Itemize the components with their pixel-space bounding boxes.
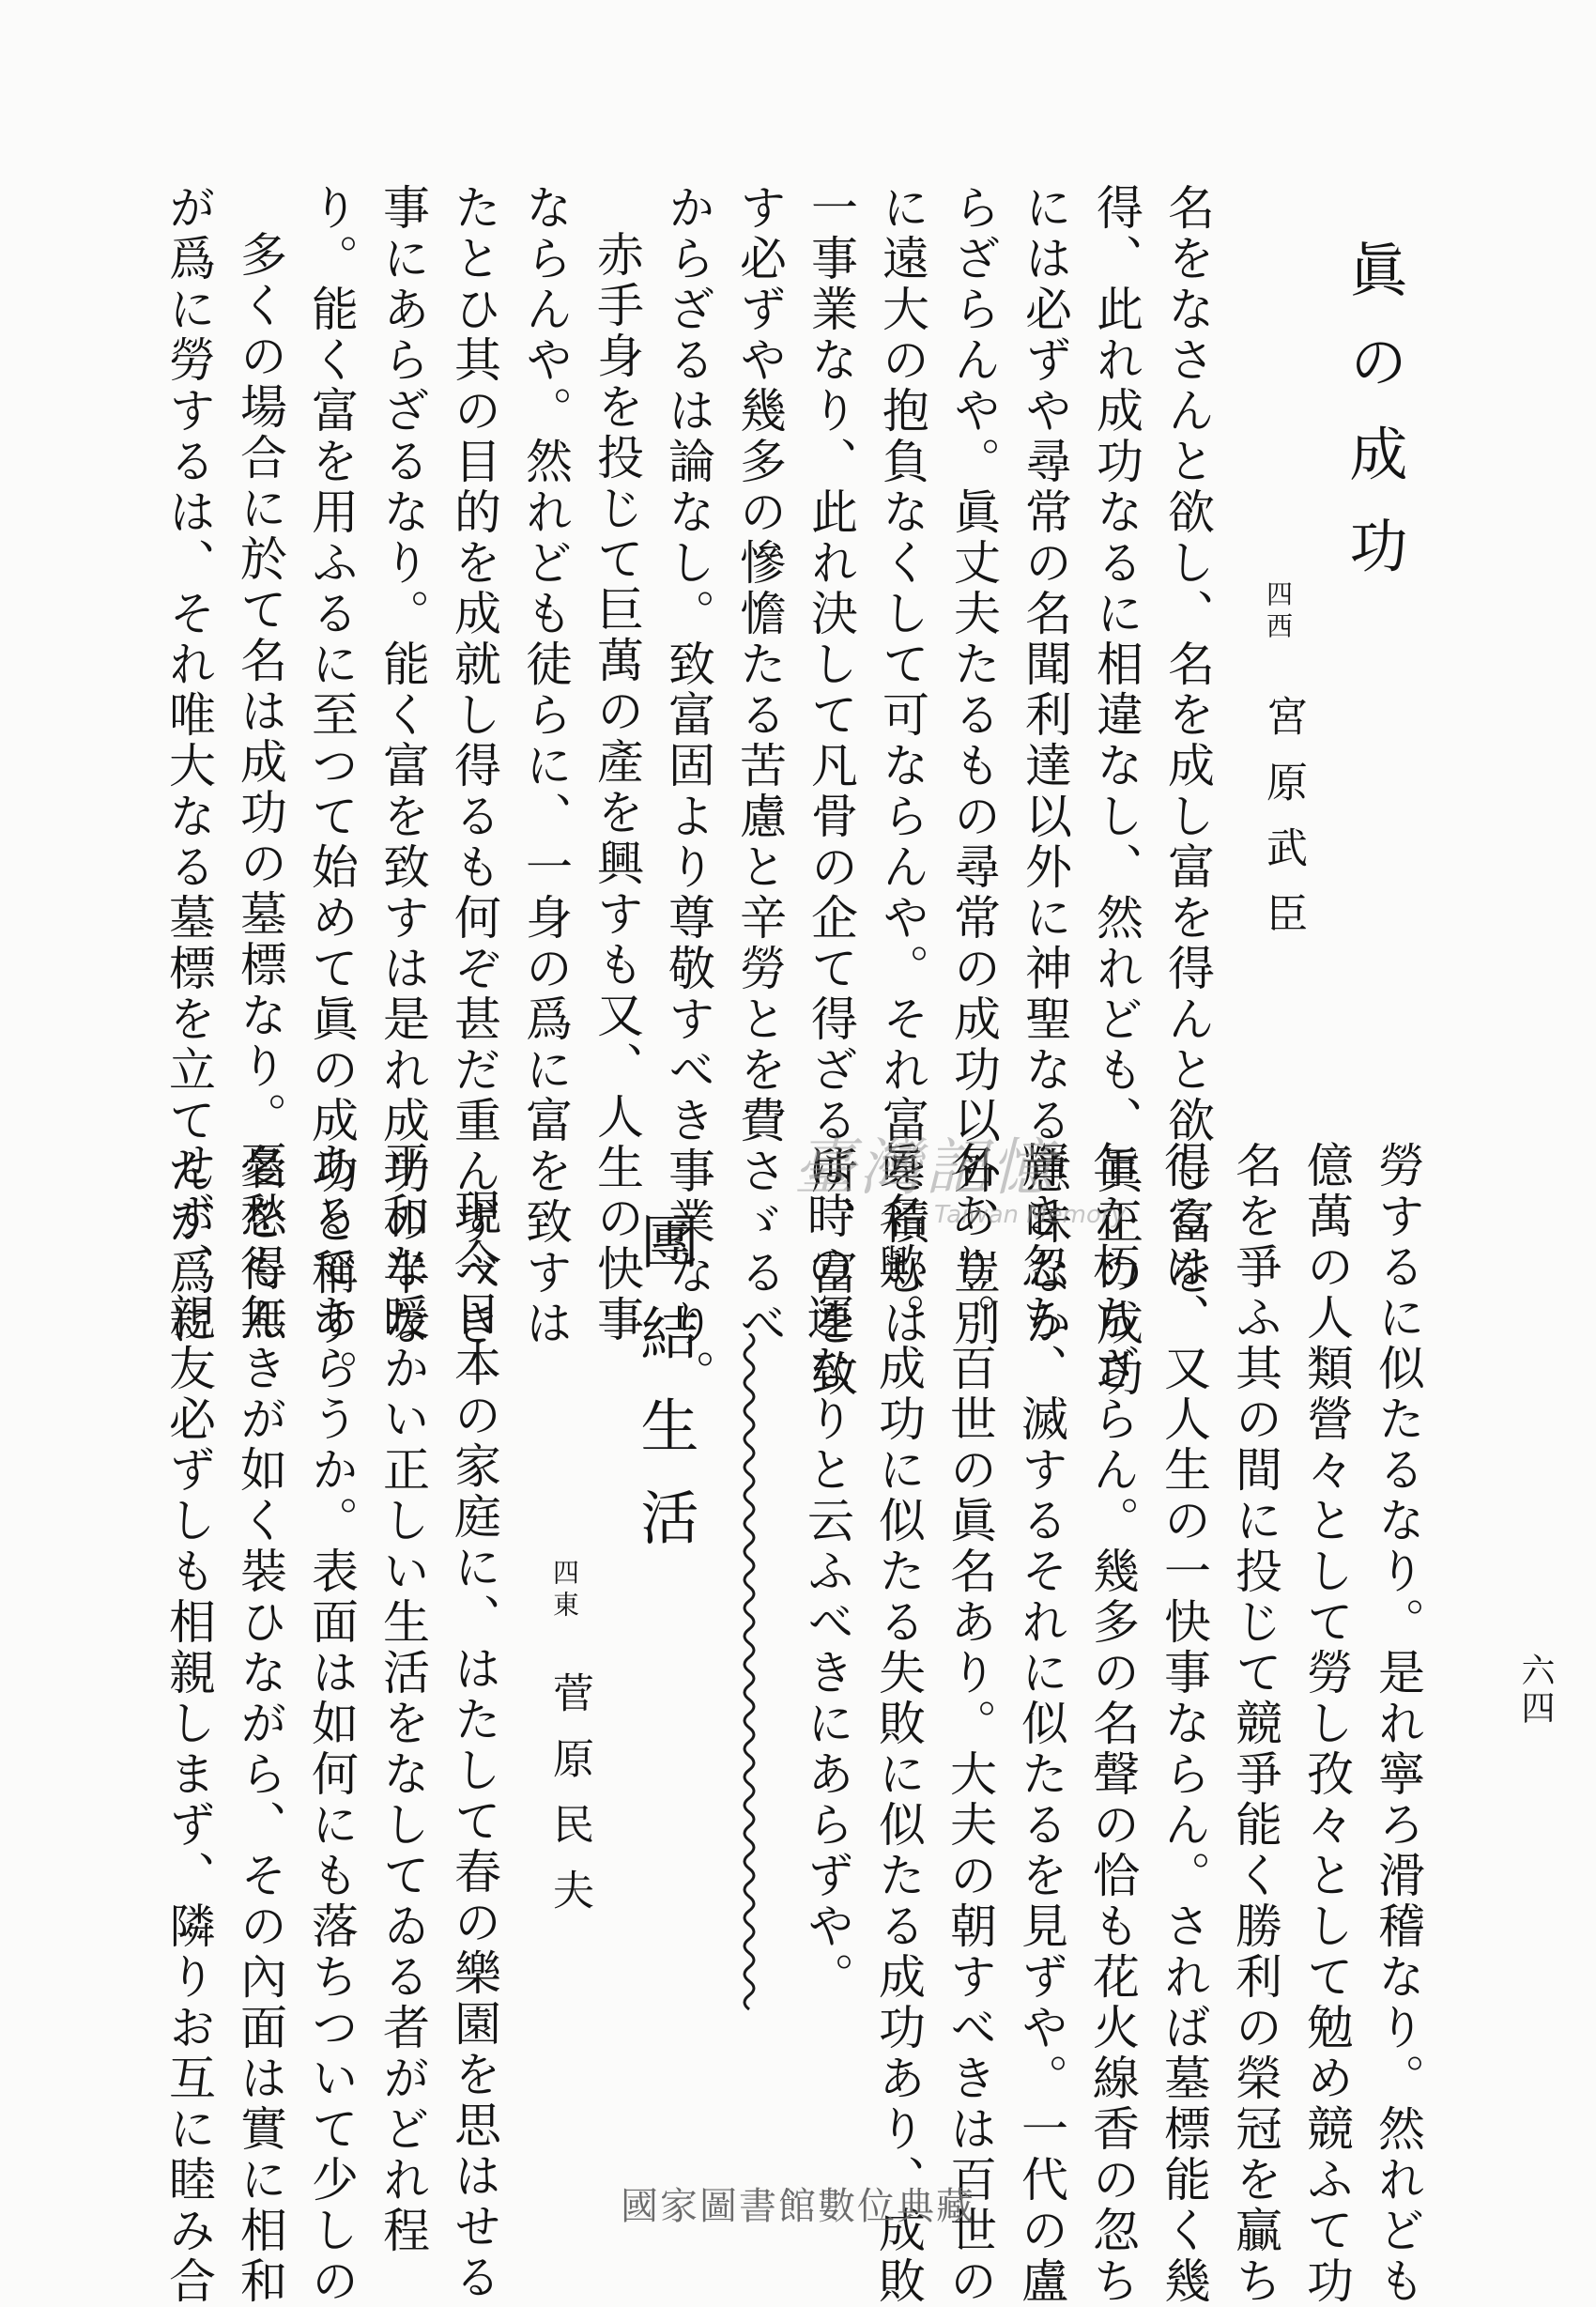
article1-column: り。能く富を用ふるに至つて始めて眞の成功と稱す。 [304,183,359,1400]
article1-column: 勞するに似たるなり。是れ寧ろ滑稽なり。然れども [1371,1141,1425,2307]
watermark-sub-text: Taiwan Memory [934,1201,1126,1229]
article1-column: 名を爭ふ其の間に投じて競爭能く勝利の榮冠を贏ち [1228,1141,1282,2307]
article2-column: あるであらうか。表面は如何にも落ちついて少しの [304,1141,359,2307]
article2-class: 四東 [549,1559,580,1623]
article1-column: 眞名歟。成功に似たる失敗に似たる成功あり、成敗 [871,1141,926,2307]
article1-column: たとひ其の目的を成就し得るも何ぞ甚だ重んずべき [447,183,501,1349]
article1-column: 多くの場合に於て名は成功の墓標なり。名を得ん [233,230,287,1346]
article1-column: 名をなさんと欲し、名を成し富を得んと欲し富を [1160,183,1215,1299]
article1-column: からざるは論なし。致富固より尊敬すべき事業なり。 [661,183,715,1400]
page-number: 六四 [1516,1653,1555,1728]
article2-author: 菅原民夫 [545,1671,593,1934]
article1-column: 得、此れ成功なるに相違なし、然れども、眞正の成功 [1089,183,1143,1400]
article1-column: 輝き忽ち、滅するそれに似たるを見ずや。一代の盧 [1014,1141,1068,2307]
article1-column: 名あり。百世の眞名あり。大夫の朝すべきは百世の [943,1141,997,2307]
article1-column: らざらんや。眞丈夫たるもの尋常の成功以外、豈別 [946,183,1001,1349]
article1-column: 赤手身を投じて巨萬の產を興すも又、人生の快事 [590,230,644,1346]
article1-title: 眞の成功 [1340,239,1408,608]
article1-column: ならんや。然れども徒らに、一身の爲に富を致すは [518,183,573,1349]
article1-column: に遠大の抱負なくして可ならんや。それ富を積むは [875,183,929,1349]
article1-column: が爲に勞するは、それ唯大なる墓標を立てんが爲に [161,183,216,1349]
article1-column: 得るは、又人生の一快事ならん。されば墓標能く幾 [1157,1141,1211,2307]
article1-class: 四西 [1263,580,1294,644]
article1-column: す必ずや幾多の慘憺たる苦慮と辛勞とを費さゞるべ [732,183,787,1349]
article1-column: 一事業なり、此れ決して凡骨の企て得ざる所、富を致 [804,183,858,1400]
article1-column: 億萬の人類營々として勞し孜々として勉め競ふて功 [1299,1141,1354,2307]
article2-column: 憂愁も無きが如く裝ひながら、その內面は實に相和 [233,1141,287,2307]
wavy-divider [735,1333,763,2019]
article1-author: 宮原武臣 [1259,695,1307,958]
article1-column: 事にあらざるなり。能く富を致すは是れ成功の半な [376,183,430,1349]
article1-column: は時の運なりと云ふべきにあらずや。 [800,1141,854,2003]
watermark-main-text: 臺灣記憶 [793,1131,1056,1204]
footer-credit: 國家圖書館數位典藏 [621,2185,975,2228]
article1-column: には必ずや尋常の名聞利達以外に神聖なる意味なか [1018,183,1072,1349]
article1-column: 年か朽ちざらん。幾多の名聲の恰も花火線香の忽ち [1085,1141,1140,2307]
article2-title: 團結生活 [631,1211,699,1579]
article2-column: せず、親友必ずしも相親しまず、隣りお互に睦み合 [161,1141,216,2307]
watermark-logo [793,1117,1206,1229]
article2-column: 平和な暖かい正しい生活をなしてゐる者がどれ程 [376,1141,430,2256]
article2-column: 現今日本の家庭に、はたして春の樂園を思はせる [447,1188,501,2303]
